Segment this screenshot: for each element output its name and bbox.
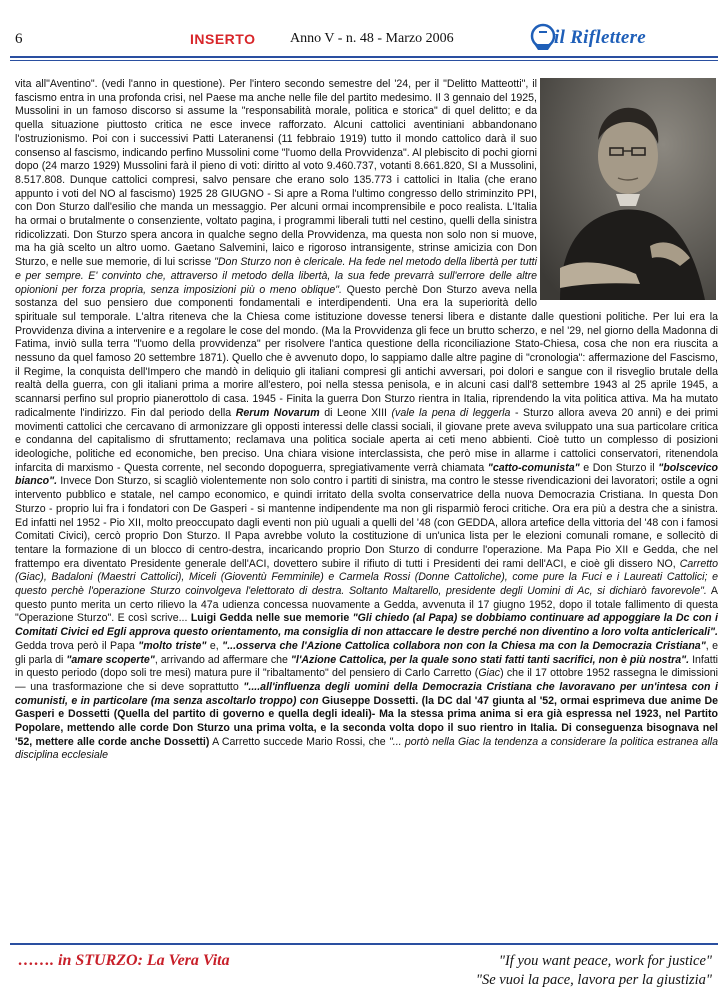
gedda-memoirs: Luigi Gedda nelle sue memorie [190,612,353,625]
issue-info: Anno V - n. 48 - Marzo 2006 [290,31,454,46]
text-run: Questo perchè Don Sturzo aveva nella sostanza del suo pensiero due componenti fondamentali e interdipendenti. Una era la superiorità dello spirituale sul temporale. L'altra riteneva che la Chiesa come istituzione dovesse tenersi libera e distante dalle questioni politiche. Per lui era la Provvidenza divina a intervenire e a regolare le cose del mondo. (Ma la Provvidenza gli fece un brutto scherzo, e nel '29, nel giorno della Madonna di Fatima, inviò sulla terra "l'uomo della provvidenza" per risolvere l'antica questione della riconciliazione Stato-Chiesa, cosa che non era riuscita a nessuno da quel famoso 20 settembre 1871). Quello che è avvenuto dopo, lo sappiamo dalle altre pagine di "cronologia": affermazione del Fascismo, il Regime, la conquista dell'Impero che mandò in deliquio gli italiani compresi gli antichi avversari, poi dolori e sangue con il risveglio brutale della realtà della guerra, con gli italiani prima a morire all'estero, poi nella stessa penisola, e in alcuni casi dall'8 settembre 1943 al 25 aprile 1945, a scannarsi perfino sul proprio pianerottolo di casa. 1945 - Finita la guerra Don Sturzo rientra in Italia, riprendendo la vita politica attiva. Ma ha mutato radicalmente l'indirizzo. Fin dal periodo della [15,283,718,419]
text-run: ) che il 17 ottobre 1952 rassegna le dimissioni — una trasformazione che si deve soprattutto [15,667,719,693]
aci-presidents: Carretto (Giac), Badaloni (Maestri Cattolici), Miceli (Gioventù Femminile) e Carmela Rossi (Donne Cattoliche), come pure la Fuci e i Laureati Cattolici; e questo perchè l'operazione Sturzo coinvolgeva l'elettorato di destra. Soltanto Maltarello, presidente degli Uomini di Ac, si dichiarò favorevole". [15,557,718,598]
page-number: 6 [15,31,23,47]
article-body [15,78,718,763]
text-run: Gedda trova però il Papa [15,639,139,652]
header-rule-thin [10,60,718,61]
section-label: INSERTO [190,31,256,47]
text-run: , arrivando ad affermare che [154,653,291,666]
text-run-bold-italic: "....all'influenza degli uomini della Democrazia Cristiana che lavoravano per un'intesa con i comunisti, e in particolare (ma senza ascoltarlo troppo) con [15,680,719,707]
text-run: e, [206,639,223,652]
lighthouse-icon [530,22,556,52]
footer-quotes [392,952,712,990]
text-run-bold-italic: "molto triste" [138,639,207,652]
text-run-bold-italic: "...osserva che l'Azione Cattolica collabora non con la Chiesa ma con la Democrazia Cristiana" [222,639,706,652]
page-header [0,0,726,70]
text-run: A Carretto succede Mario Rossi, che [209,735,389,748]
rerum-novarum: Rerum Novarum [235,406,320,419]
text-run-italic: "... portò nella Giac la tendenza a considerare la politica estranea alla disciplina ecclesiale [15,735,718,762]
logo-text: il Riflettere [554,27,647,48]
dossetti-passage: Giuseppe Dossetti. (la DC dal '47 giunta al '52, ormai esprimeva due anime De Gasperi e Dossetti (Quella del partito di governo e quella degli ideali)- Ma la stessa prima anima si era già espressa nel 1923, nel Partito Popolare, mettendo alle corde Don Sturzo una prima volta, e la seconda volta dopo il suo rientro in Italia. Di conseguenza bisognava nel '52, mettere alle corde anche Dossetti) [15,694,718,748]
gedda-quote: "Gli chiedo (al Papa) se dobbiamo continuare ad appoggiare la Dc con i Comitati Civici ed Egli approva questo orientamento, ma consiglia di non attaccare le destre perché non diventino a loro volta anticlericali". [15,612,718,639]
text-run: di Leone XIII [319,406,392,419]
header-rule [10,56,718,58]
text-run-bold-italic: "l'Azione Cattolica, per la quale sono stati fatti tanti sacrifici, non è più nostra". [290,653,690,666]
catto-comunista: "catto-comunista" [487,461,580,474]
publication-logo [530,22,720,52]
text-run: e Don Sturzo il [579,461,659,474]
salvemini-quote: "Don Sturzo non è clericale. Ha fede nel metodo della libertà per tutti e per sempre. E' convinto che, attraverso il metodo della libertà, la sua fede prevarrà sull'errore delle altre opionioni per forza propria, senza imposizioni più o meno oblique". [15,256,537,296]
text-run: Invece Don Sturzo, si scagliò violentemente non solo contro i partiti di sinistra, ma contro le stesse rivendicazioni dei lavoratori; ostile a ogni intervento pubblico e statale, nel campo economico, e quindi irritato della svolta conservatrice della nuova Democrazia Cristiana. In questa Don Sturzo - proprio lui fra i fondatori con De Gasperi - si mantenne indipendente ma non gli risparmiò feroci critiche. Ora era più a destra che a sinistra. Ed infatti nel 1952 - Pio XII, molto preoccupato dagli eventi non più uguali a quelli del '48 (con GEDDA, allora artefice della vittoria del '48 con i famosi Comitati Civici), cercò proprio Don Sturzo. Il Papa avrebbe voluto la costituzione di un'unica lista per le elezioni comunali romane, e sollecitò di tentare la formazione di un blocco di centro-destra, incaricando proprio Don Sturzo di condurre l'operazione. Ma Papa Pio XII e Gedda, che nel frattempo era diventato Presidente generale dell'ACI, dovettero subire il rifiuto di tutti i Presidenti dei rami dell'ACI, e cioè gli dissero NO, [15,475,718,570]
bolscevico-bianco: "bolscevico bianco". [15,461,718,488]
text-run-italic: (vale la pena di leggerla [391,406,511,419]
text-run: , e gli parla di [15,639,718,666]
footer-series-title: ……. in STURZO: La Vera Vita [18,952,230,969]
text-run: Infatti in questo periodo (dopo soli tre mesi) matura pure il "ribaltamento" del pensiero di Carlo Carretto ( [15,653,718,680]
text-run-italic: Giac [478,667,501,680]
footer-rule [10,943,718,945]
text-run-bold-italic: "amare scoperte" [66,653,155,666]
text-run: vita all"Aventino". (vedi l'anno in questione). Per l'intero secondo semestre del '24, per il "Delitto Matteotti", il fascismo entra in una profonda crisi, nel Paese ma anche nelle file del partito medesimo. Il 3 gennaio del 1925, Mussolini in un famoso discorso si assume la "responsabilità morale, politica e storica" di quel delitto; e da quella situazione piuttosto critica ne esce invece rafforzato. Alcuni cattolici aventiniani abbandonano l'ostruzionismo. Poi con i successivi Patti Lateranensi (11 febbraio 1919) tutto il mondo cattolico darà il suo consenso al fascismo, indicando perfino Mussolini come "l'uomo della Provvidenza". Al plebiscito di pochi giorni dopo (24 marzo 1929) Mussolini farà il pieno di voti: diritto al voto 9.460.737, votanti 8.661.820, SI a Mussolini, 8.517.808. Dunque cattolici compresi, salvo pensare che erano solo 135.773 i cattolici in Italia (che erano appunto i voti del NO al fascismo) 1925 28 GIUGNO - Si apre a Roma l'ultimo congresso dello striminzito PPI, con Don Sturzo dall'esilio che manda un messaggio. Per alcuni ormai incomprensibile e poco realista. L'Italia ha ormai o brutalmente o consenziente, voltato pagina, i programmi liberali tutti nel cestino, quelli della sinistra ridicolizzati. Don Sturzo spera ancora in qualche segno della Provvidenza, ma questa non solo non si muove, ma ha già scelto un altro uomo. Gaetano Salvemini, laico e rigoroso intransigente, strinse amicizia con Don Sturzo, e nelle sue memorie, di lui scrisse [15,78,537,269]
quote-english: "If you want peace, work for justice" [498,953,712,969]
text-run: - Sturzo allora aveva 20 anni) e dei primi movimenti cattolici che cercavano di armonizzare gli opposti interessi delle classi sociali, il giovane prete aveva sviluppato una sua particolare critica e condanna del capitalismo di sfruttamento; reclamava una politica sociale aperta ai ceti meno abbienti. Cioè tutto un complesso di posizioni ideologiche, politiche ed economiche, ben preciso. Una chiara visione interclassista, che però mise in allarme i cattolici conservatori, ritenendola infarcita di marxismo - Questa corrente, nel secondo dopoguerra, spregiativamente verrà chiamata [15,406,718,474]
quote-italian: "Se vuoi la pace, lavora per la giustizia" [475,972,712,988]
text-run: A questo punto merita un certo rilievo la 47a udienza concessa nuovamente a Gedda, avvenuta il 17 giugno 1952, dopo il totale fallimento di questa "Operazione Sturzo". E così scrive... [15,585,718,625]
photo-placeholder [537,78,718,302]
